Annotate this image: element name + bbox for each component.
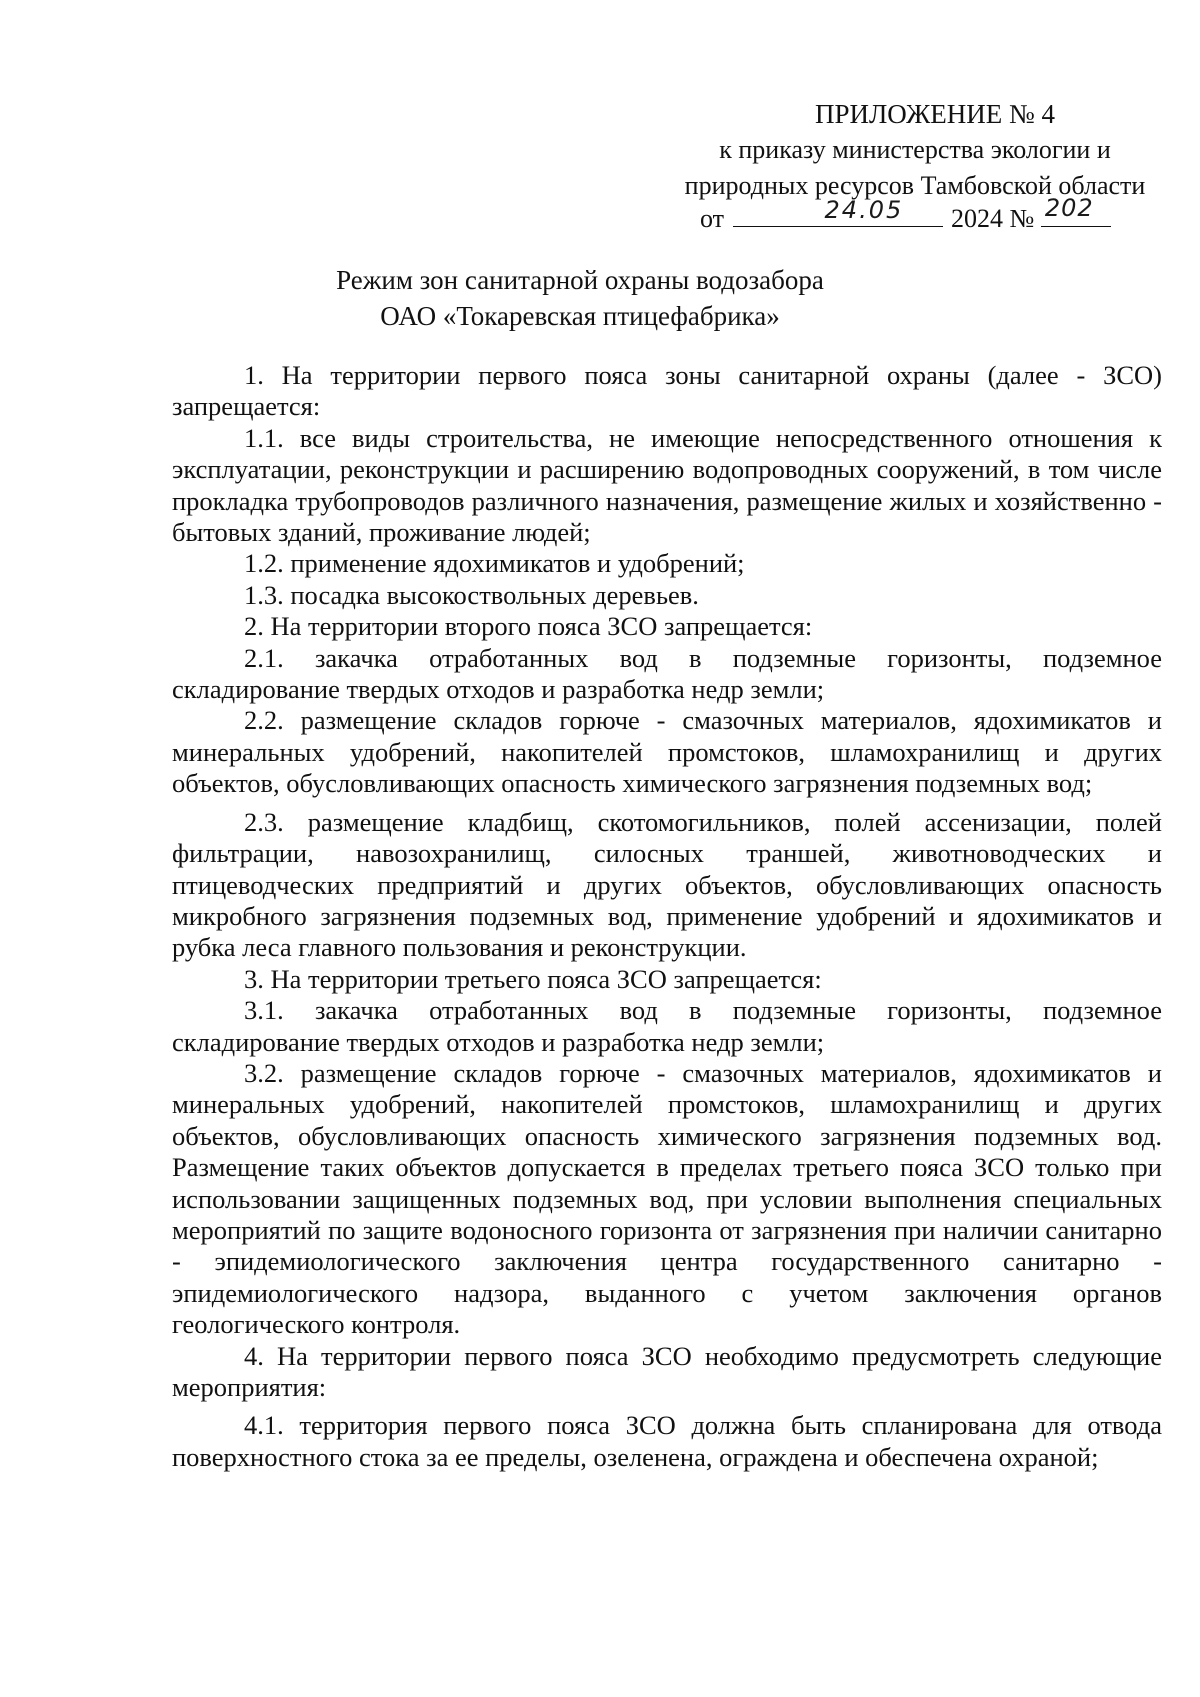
annex-block (660, 96, 1170, 204)
paragraph: 4.1. территория первого пояса ЗСО должна быть спланирована для отвода поверхностного стока за ее пределы, озеленена, ограждена и обеспечена охраной; (172, 1410, 1162, 1472)
annex-line-2: природных ресурсов Тамбовской области (684, 171, 1146, 200)
annex-title: ПРИЛОЖЕНИЕ № 4 (814, 99, 1056, 129)
paragraph: 2.1. закачка отработанных вод в подземные горизонты, подземное складирование твердых отходов и разработка недр земли; (172, 642, 1162, 705)
heading-line-1: Режим зон санитарной охраны водозабора (336, 265, 824, 295)
paragraph: 1.2. применение ядохимикатов и удобрений; (244, 548, 745, 579)
year-number-label: 2024 № (951, 204, 1035, 233)
order-date-line (700, 194, 1111, 237)
heading-line-2: ОАО «Токаревская птицефабрика» (380, 301, 780, 331)
paragraph: 1.1. все виды строительства, не имеющие непосредственного отношения к эксплуатации, реконструкции и расширению водопроводных сооружений, в том числе прокладка трубопроводов различного назначения, размещение жилых и хозяйственно - бытовых зданий, проживание людей; (172, 422, 1162, 548)
paragraph: 2.2. размещение складов горюче - смазочных материалов, ядохимикатов и минеральных удобрений, накопителей промстоков, шламохранилищ и других объектов, обусловливающих опасность химического загрязнения подземных вод; (172, 705, 1162, 799)
handwritten-number: 202 (1044, 194, 1094, 222)
paragraph: 3. На территории третьего пояса ЗСО запрещается: (244, 963, 822, 994)
paragraph: 3.2. размещение складов горюче - смазочных материалов, ядохимикатов и минеральных удобрений, накопителей промстоков, шламохранилищ и других объектов, обусловливающих опасность химического загрязнения подземных вод. Размещение таких объектов допускается в пределах третьего пояса ЗСО только при использовании защищенных подземных вод, при условии выполнения специальных мероприятий по защите водоносного горизонта от загрязнения при наличии санитарно - эпидемиологического заключения центра государственного санитарно - эпидемиологического надзора, выданного с учетом заключения органов геологического контроля. (172, 1057, 1162, 1340)
paragraph: 4. На территории первого пояса ЗСО необходимо предусмотреть следующие мероприятия: (172, 1340, 1162, 1402)
paragraph: 3.1. закачка отработанных вод в подземные горизонты, подземное складирование твердых отходов и разработка недр земли; (172, 995, 1162, 1057)
document-heading (180, 262, 980, 334)
paragraph: 1. На территории первого пояса зоны санитарной охраны (далее - ЗСО) запрещается: (172, 360, 1162, 422)
paragraph: 2.3. размещение кладбищ, скотомогильников, полей ассенизации, полей фильтрации, навозохранилищ, силосных траншей, животноводческих и птицеводческих предприятий и других объектов, обусловливающих опасность микробного загрязнения подземных вод, применение удобрений и ядохимикатов и рубка леса главного пользования и реконструкции. (172, 806, 1162, 963)
annex-line-1: к приказу министерства экологии и (719, 135, 1111, 164)
number-blank (1041, 194, 1111, 227)
date-blank (733, 196, 943, 227)
document-body (172, 360, 1162, 1473)
paragraph: 1.3. посадка высокоствольных деревьев. (244, 579, 699, 610)
paragraph: 2. На территории второго пояса ЗСО запрещается: (244, 611, 813, 642)
handwritten-date: 24.05 (824, 196, 904, 224)
date-prefix: от (700, 204, 725, 233)
